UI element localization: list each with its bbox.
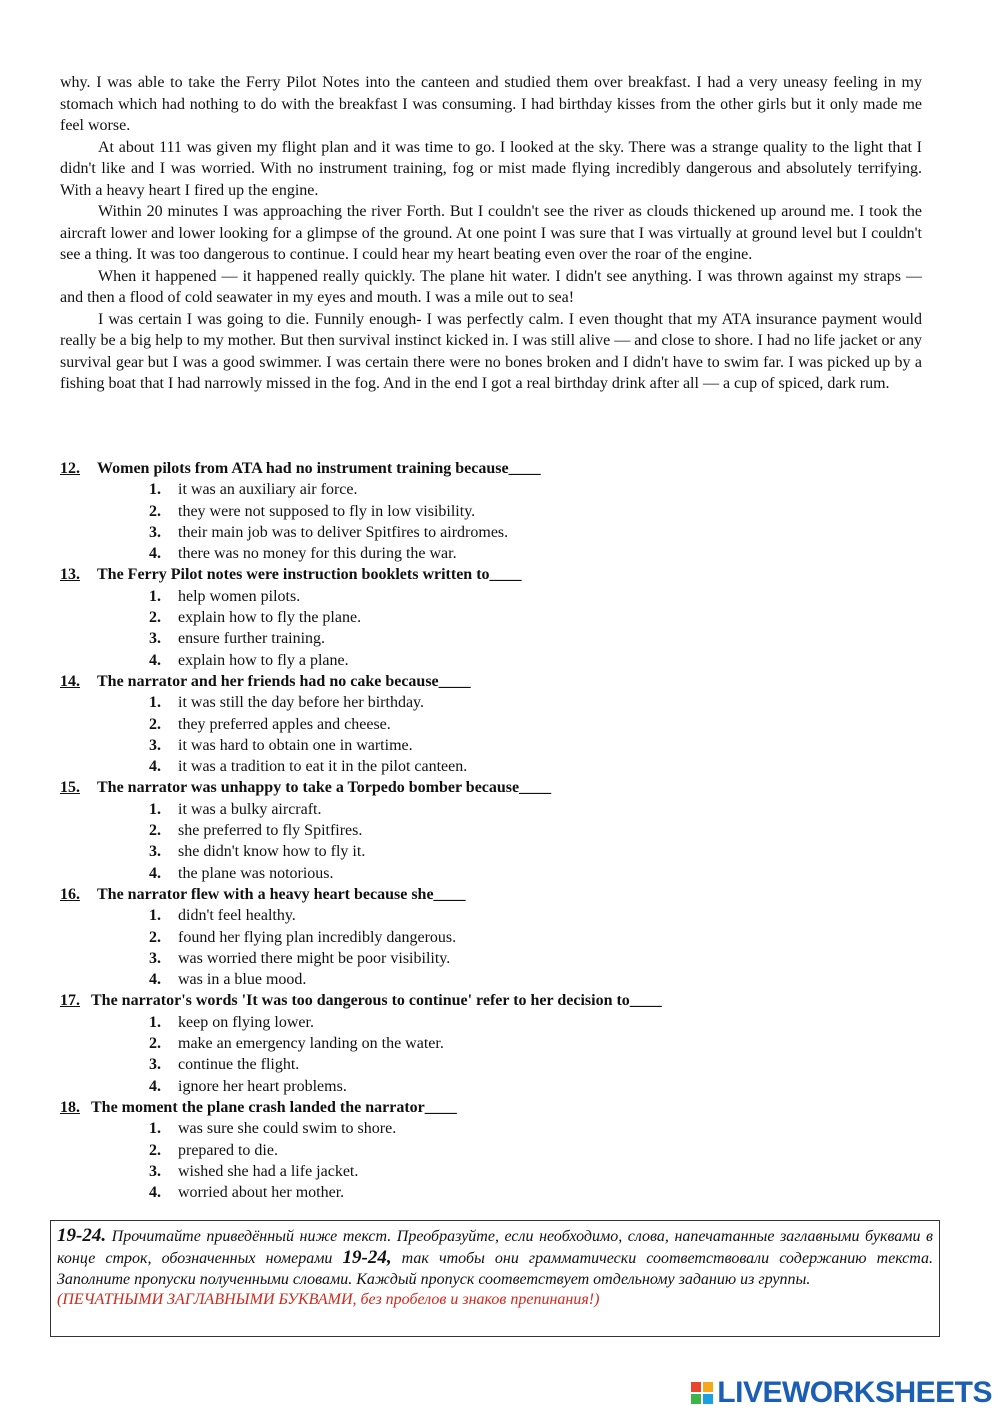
answer-option[interactable] (60, 969, 940, 990)
question-number: 13. (60, 566, 80, 584)
passage-paragraph: I was certain I was going to die. Funnily enough- I was perfectly calm. I even thought that my ATA insurance payment would really be a big help to my mother. But then survival instinct kicked in. I was still alive — and close to shore. I had no life jacket or any survival gear but I was a good swimmer. I was certain there were no bones broken and I didn't have to swim far. I was picked up by a fishing boat that I had narrowly missed in the fog. And in the end I got a real birthday drink after all — a cup of spiced, dark rum. (60, 310, 922, 392)
option-text: keep on flying lower. (178, 1013, 314, 1031)
option-number: 4. (149, 971, 161, 989)
question-number: 12. (60, 460, 80, 477)
answer-option[interactable] (60, 735, 940, 756)
option-text: wished she had a life jacket. (178, 1162, 359, 1180)
answer-option[interactable] (60, 905, 940, 926)
answer-option[interactable] (60, 927, 940, 948)
question-text: The narrator was unhappy to take a Torpedo bomber because____ (97, 779, 552, 797)
question-16 (60, 884, 940, 905)
task-red-note: (ПЕЧАТНЫМИ ЗАГЛАВНЫМИ БУКВАМИ, без пробелов и знаков препинания!) (57, 1291, 600, 1309)
option-text: it was an auxiliary air force. (178, 481, 358, 499)
option-number: 4. (149, 651, 161, 669)
question-text: Women pilots from ATA had no instrument training because____ (97, 460, 541, 477)
answer-option[interactable] (60, 479, 940, 500)
question-number: 18. (60, 1098, 80, 1116)
answer-option[interactable] (60, 628, 940, 649)
option-number: 2. (149, 502, 161, 520)
option-text: she didn't know how to fly it. (178, 843, 366, 861)
task-text-part-a: Прочитайте приведённый ниже текст. Преобразуйте, если необходимо, слова, напечатанные заглавными буквами в конце строк, обозначенных номерами (57, 1228, 934, 1267)
answer-option[interactable] (60, 1076, 940, 1097)
option-text: was in a blue mood. (178, 971, 307, 989)
logo-text: LIVEWORKSHEETS (717, 1376, 992, 1409)
passage-paragraph: At about 111 was given my flight plan and it was time to go. I looked at the sky. There was a strange quality to the light that I didn't like and I was worried. With no instrument training, fog or mist made flying incredibly dangerous and absolutely terrifying. With a heavy heart I fired up the engine. (60, 138, 922, 199)
answer-option[interactable] (60, 543, 940, 564)
question-number: 17. (60, 992, 80, 1010)
passage-paragraph: Within 20 minutes I was approaching the river Forth. But I couldn't see the river as clouds thickened up around me. I took the aircraft lower and lower looking for a glimpse of the ground. At one point I was sure that I was virtually at ground level but I couldn't see a thing. It was too dangerous to continue. I could hear my heart beating even over the roar of the engine. (60, 203, 922, 263)
answer-option[interactable] (60, 1012, 940, 1033)
answer-option[interactable] (60, 607, 940, 628)
answer-option[interactable] (60, 1118, 940, 1139)
question-number: 15. (60, 779, 80, 797)
option-number: 3. (149, 523, 161, 541)
option-text: ensure further training. (178, 630, 326, 648)
question-15 (60, 777, 940, 798)
option-number: 4. (149, 758, 161, 776)
answer-option[interactable] (60, 799, 940, 820)
logo-square (703, 1382, 713, 1392)
option-text: was worried there might be poor visibility. (178, 949, 451, 967)
question-18 (60, 1097, 940, 1118)
option-text: explain how to fly the plane. (178, 609, 362, 627)
question-17 (60, 990, 940, 1011)
option-number: 1. (149, 481, 161, 499)
answer-option[interactable] (60, 756, 940, 777)
answer-option[interactable] (60, 1140, 940, 1161)
option-number: 2. (149, 928, 161, 946)
option-number: 3. (149, 949, 161, 967)
option-text: it was hard to obtain one in wartime. (178, 736, 413, 754)
option-number: 3. (149, 1056, 161, 1074)
question-number: 16. (60, 885, 80, 903)
option-text: was sure she could swim to shore. (178, 1120, 397, 1138)
option-number: 2. (149, 1035, 161, 1053)
answer-option[interactable] (60, 948, 940, 969)
option-text: help women pilots. (178, 587, 301, 605)
option-number: 2. (149, 822, 161, 840)
option-number: 4. (149, 1077, 161, 1095)
question-number: 14. (60, 672, 80, 690)
option-text: they were not supposed to fly in low visibility. (178, 502, 476, 520)
answer-option[interactable] (60, 692, 940, 713)
option-number: 2. (149, 609, 161, 627)
answer-option[interactable] (60, 522, 940, 543)
task-text-part-b: так чтобы они грамматически соответствовали содержанию текста. Заполните пропуски полученными словами. Каждый пропуск соответствует отдельному заданию из группы. (57, 1249, 934, 1288)
question-14 (60, 671, 940, 692)
answer-option[interactable] (60, 501, 940, 522)
answer-option[interactable] (60, 820, 940, 841)
answer-option[interactable] (60, 863, 940, 884)
option-number: 3. (149, 1162, 161, 1180)
option-text: continue the flight. (178, 1056, 300, 1074)
option-number: 2. (149, 715, 161, 733)
logo-mark-icon (691, 1382, 713, 1404)
answer-option[interactable] (60, 1182, 940, 1203)
answer-option[interactable] (60, 1054, 940, 1075)
option-number: 4. (149, 864, 161, 882)
option-text: it was a bulky aircraft. (178, 800, 322, 818)
question-list (60, 458, 940, 1203)
passage-paragraph: When it happened — it happened really quickly. The plane hit water. I didn't see anything. I was thrown against my straps — and then a flood of cold seawater in my eyes and mouth. I was a mile out to sea! (60, 267, 922, 306)
question-text: The narrator and her friends had no cake because____ (97, 672, 471, 690)
option-number: 1. (149, 587, 161, 605)
answer-option[interactable] (60, 1033, 940, 1054)
question-12 (60, 458, 940, 479)
option-number: 3. (149, 630, 161, 648)
option-number: 1. (149, 1120, 161, 1138)
option-text: it was still the day before her birthday. (178, 694, 424, 712)
task-label: 19-24. (57, 1225, 107, 1246)
answer-option[interactable] (60, 1161, 940, 1182)
answer-option[interactable] (60, 841, 940, 862)
task-label-inline: 19-24, (342, 1246, 392, 1268)
task-instructions-box (50, 1220, 940, 1337)
passage-paragraph: why. I was able to take the Ferry Pilot Notes into the canteen and studied them over breakfast. I had a very uneasy feeling in my stomach which had nothing to do with the breakfast I was consuming. I had birthday kisses from the other girls but it only made me feel worse. (60, 74, 922, 134)
option-text: ignore her heart problems. (178, 1077, 347, 1095)
option-text: found her flying plan incredibly dangerous. (178, 928, 457, 946)
option-text: it was a tradition to eat it in the pilot canteen. (178, 758, 468, 776)
option-text: make an emergency landing on the water. (178, 1035, 444, 1053)
question-text: The moment the plane crash landed the narrator____ (91, 1098, 457, 1116)
option-number: 3. (149, 843, 161, 861)
option-text: their main job was to deliver Spitfires to airdromes. (178, 523, 509, 541)
option-text: worried about her mother. (178, 1184, 345, 1202)
option-number: 4. (149, 545, 161, 563)
option-number: 3. (149, 736, 161, 754)
logo-square (703, 1394, 713, 1404)
option-text: prepared to die. (178, 1141, 278, 1159)
answer-option[interactable] (60, 586, 940, 607)
option-number: 1. (149, 800, 161, 818)
reading-passage (60, 72, 922, 395)
option-text: the plane was notorious. (178, 864, 334, 882)
question-text: The Ferry Pilot notes were instruction booklets written to____ (97, 566, 522, 584)
answer-option[interactable] (60, 650, 940, 671)
option-text: explain how to fly a plane. (178, 651, 349, 669)
option-number: 1. (149, 694, 161, 712)
logo-square (691, 1394, 701, 1404)
question-text: The narrator flew with a heavy heart because she____ (97, 885, 466, 903)
logo-square (691, 1382, 701, 1392)
option-text: there was no money for this during the war. (178, 545, 457, 563)
option-text: they preferred apples and cheese. (178, 715, 391, 733)
option-number: 1. (149, 907, 161, 925)
answer-option[interactable] (60, 714, 940, 735)
option-number: 4. (149, 1184, 161, 1202)
question-text: The narrator's words 'It was too dangerous to continue' refer to her decision to____ (91, 992, 662, 1010)
liveworksheets-logo (691, 1376, 992, 1410)
option-number: 1. (149, 1013, 161, 1031)
option-text: didn't feel healthy. (178, 907, 296, 925)
option-number: 2. (149, 1141, 161, 1159)
option-text: she preferred to fly Spitfires. (178, 822, 363, 840)
question-13 (60, 564, 940, 585)
